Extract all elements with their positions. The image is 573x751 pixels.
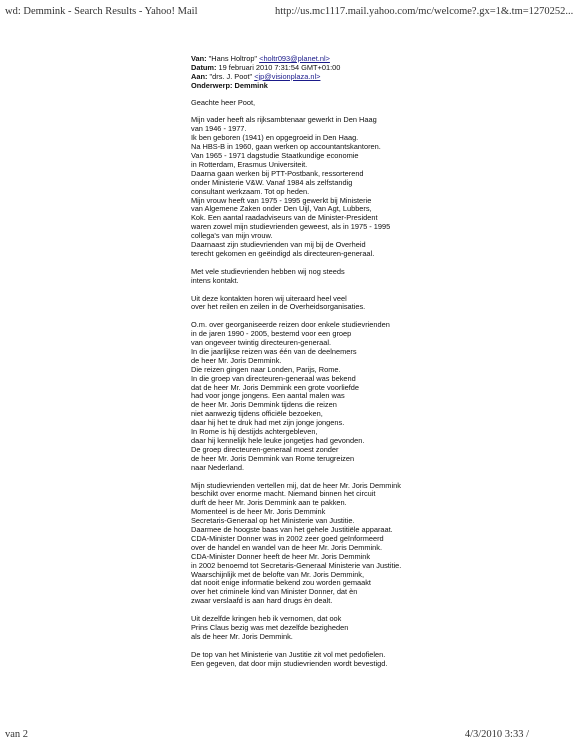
print-footer bbox=[0, 721, 533, 751]
body-line: waren zowel mijn studievrienden geweest, als in 1975 - 1995 bbox=[191, 222, 391, 232]
body-line: Kok. Een aantal raadadviseurs van de Minister-President bbox=[191, 213, 378, 223]
body-line: in 2002 benoemd tot Secretaris-Generaal Ministerie van Justitie. bbox=[191, 560, 402, 570]
email-body bbox=[191, 99, 521, 669]
body-line: naar Nederland. bbox=[191, 462, 245, 472]
body-line: beschikt over enorme macht. Niemand binnen het circuit bbox=[191, 489, 376, 499]
to-label: Aan: bbox=[191, 71, 208, 81]
body-line: de heer Mr. Joris Demmink van Rome terugreizen bbox=[191, 453, 355, 463]
body-line: terecht gekomen en geëindigd als directeuren-generaal. bbox=[191, 249, 375, 259]
body-line: de heer Mr. Joris Demmink tijdens die reizen bbox=[191, 400, 337, 410]
to-email-link[interactable]: <jp@visionplaza.nl> bbox=[254, 71, 321, 81]
body-line: De groep directeuren-generaal moest zonder bbox=[191, 444, 339, 454]
body-line: Mijn studievrienden vertellen mij, dat de heer Mr. Joris Demmink bbox=[191, 480, 401, 490]
body-line: in de jaren 1990 - 2005, bestemd voor een groep bbox=[191, 329, 352, 339]
subject-label: Onderwerp: bbox=[191, 80, 233, 90]
body-paragraph bbox=[191, 99, 521, 108]
body-line: over het criminele kind van Minister Donner, dat èn bbox=[191, 587, 358, 597]
body-line: In Rome is hij destijds achtergebleven, bbox=[191, 427, 318, 437]
body-line: consultant werkzaam. Tot op heden. bbox=[191, 186, 310, 196]
email-message bbox=[191, 55, 521, 677]
body-paragraph bbox=[191, 116, 521, 259]
body-line: In die jaarlijkse reizen was één van de deelnemers bbox=[191, 346, 357, 356]
body-line: Daarnaast zijn studievrienden van mij bij de Overheid bbox=[191, 240, 366, 250]
body-line: Na HBS-B in 1960, gaan werken op accountantskantoren. bbox=[191, 142, 381, 152]
date-value: 19 februari 2010 7:31:54 GMT+01:00 bbox=[218, 62, 341, 72]
body-line: van 1946 - 1977. bbox=[191, 124, 247, 134]
date-label: Datum: bbox=[191, 62, 217, 72]
body-line: dat de heer Mr. Joris Demmink een grote voorliefde bbox=[191, 382, 360, 392]
body-line: Die reizen gingen naar Londen, Parijs, Rome. bbox=[191, 364, 341, 374]
body-line: In die groep van directeuren-generaal was bekend bbox=[191, 373, 356, 383]
body-line: CDA-Minister Donner was in 2002 zeer goed geïnformeerd bbox=[191, 533, 384, 543]
body-line: daar hij kennelijk hele leuke jongetjes had gevonden. bbox=[191, 436, 365, 445]
body-line: Een gegeven, dat door mijn studievrienden wordt bevestigd. bbox=[191, 658, 388, 668]
body-line: de heer Mr. Joris Demmink. bbox=[191, 355, 282, 365]
body-line: niet aanwezig tijdens officiële bezoeken, bbox=[191, 409, 323, 419]
print-header bbox=[0, 0, 573, 40]
body-line: zwaar verslaafd is aan hard drugs èn dealt. bbox=[191, 596, 333, 606]
print-page-title: wd: Demmink - Search Results - Yahoo! Mail bbox=[5, 6, 198, 17]
body-line: dat nooit enige informatie bekend zou worden gemaakt bbox=[191, 578, 371, 588]
body-line: over het reilen en zeilen in de Overheidsorganisaties. bbox=[191, 302, 366, 312]
page-number: van 2 bbox=[5, 729, 29, 740]
email-subject bbox=[191, 82, 521, 91]
from-name: "Hans Holtrop" bbox=[208, 54, 258, 63]
from-label: Van: bbox=[191, 54, 207, 63]
print-datetime: 4/3/2010 3:33 / bbox=[464, 729, 529, 740]
body-line: Daarna gaan werken bij PTT-Postbank, ressorterend bbox=[191, 168, 364, 178]
body-line: Mijn vrouw heeft van 1975 - 1995 gewerkt bij Ministerie bbox=[191, 195, 372, 205]
body-line: O.m. over georganiseerde reizen door enkele studievrienden bbox=[191, 320, 390, 330]
body-line: Uit dezelfde kringen heb ik vernomen, dat ook bbox=[191, 614, 342, 624]
body-line: Secretaris-Generaal op het Ministerie van Justitie. bbox=[191, 516, 355, 526]
body-line: van ongeveer twintig directeuren-generaal. bbox=[191, 338, 332, 348]
body-line: Momenteel is de heer Mr. Joris Demmink bbox=[191, 507, 326, 517]
body-line: daar hij het te druk had met zijn jonge jongens. bbox=[191, 418, 345, 428]
body-line: had voor jonge jongens. Een aantal malen was bbox=[191, 391, 345, 401]
body-line: van Algemene Zaken onder Den Uijl, Van Agt, Lubbers, bbox=[191, 204, 372, 214]
body-line: Met vele studievrienden hebben wij nog steeds bbox=[191, 266, 345, 276]
body-line: CDA-Minister Donner heeft de heer Mr. Joris Demmink bbox=[191, 551, 371, 561]
body-line: Geachte heer Poot, bbox=[191, 97, 256, 107]
body-line: als de heer Mr. Joris Demmink. bbox=[191, 631, 293, 641]
body-line: Prins Claus bezig was met dezelfde bezigheden bbox=[191, 623, 349, 632]
subject-value: Demmink bbox=[234, 80, 268, 90]
body-line: Uit deze kontakten horen wij uiteraard heel veel bbox=[191, 293, 347, 303]
body-line: durft de heer Mr. Joris Demmink aan te pakken. bbox=[191, 498, 347, 508]
body-line: Daarmee de hoogste baas van het gehele Justitiële apparaat. bbox=[191, 525, 393, 535]
body-line: Mijn vader heeft als rijksambtenaar gewerkt in Den Haag bbox=[191, 115, 377, 125]
body-line: over de handel en wandel van de heer Mr. Joris Demmink. bbox=[191, 542, 383, 552]
body-paragraph bbox=[191, 295, 521, 313]
body-line: Waarschijnlijk met de belofte van Mr. Joris Demmink, bbox=[191, 569, 365, 579]
from-email-link[interactable]: <holtr093@planet.nl> bbox=[259, 54, 330, 63]
body-paragraph bbox=[191, 651, 521, 669]
body-line: Ik ben geboren (1941) en opgegroeid in Den Haag. bbox=[191, 133, 359, 143]
body-paragraph bbox=[191, 321, 521, 472]
body-line: in Rotterdam, Erasmus Universiteit. bbox=[191, 159, 308, 169]
body-line: Van 1965 - 1971 dagstudie Staatkundige economie bbox=[191, 151, 359, 161]
body-paragraph bbox=[191, 268, 521, 286]
body-paragraph bbox=[191, 615, 521, 642]
body-paragraph bbox=[191, 482, 521, 607]
print-page-url: http://us.mc1117.mail.yahoo.com/mc/welcome?.gx=1&.tm=1270252... bbox=[275, 6, 573, 17]
to-name: "drs. J. Poot" bbox=[209, 71, 253, 81]
body-line: De top van het Ministerie van Justitie zit vol met pedofielen. bbox=[191, 649, 386, 659]
body-line: collega's van mijn vrouw. bbox=[191, 231, 273, 241]
body-line: onder Ministerie V&W. Vanaf 1984 als zelfstandig bbox=[191, 177, 353, 187]
body-line: intens kontakt. bbox=[191, 275, 239, 285]
